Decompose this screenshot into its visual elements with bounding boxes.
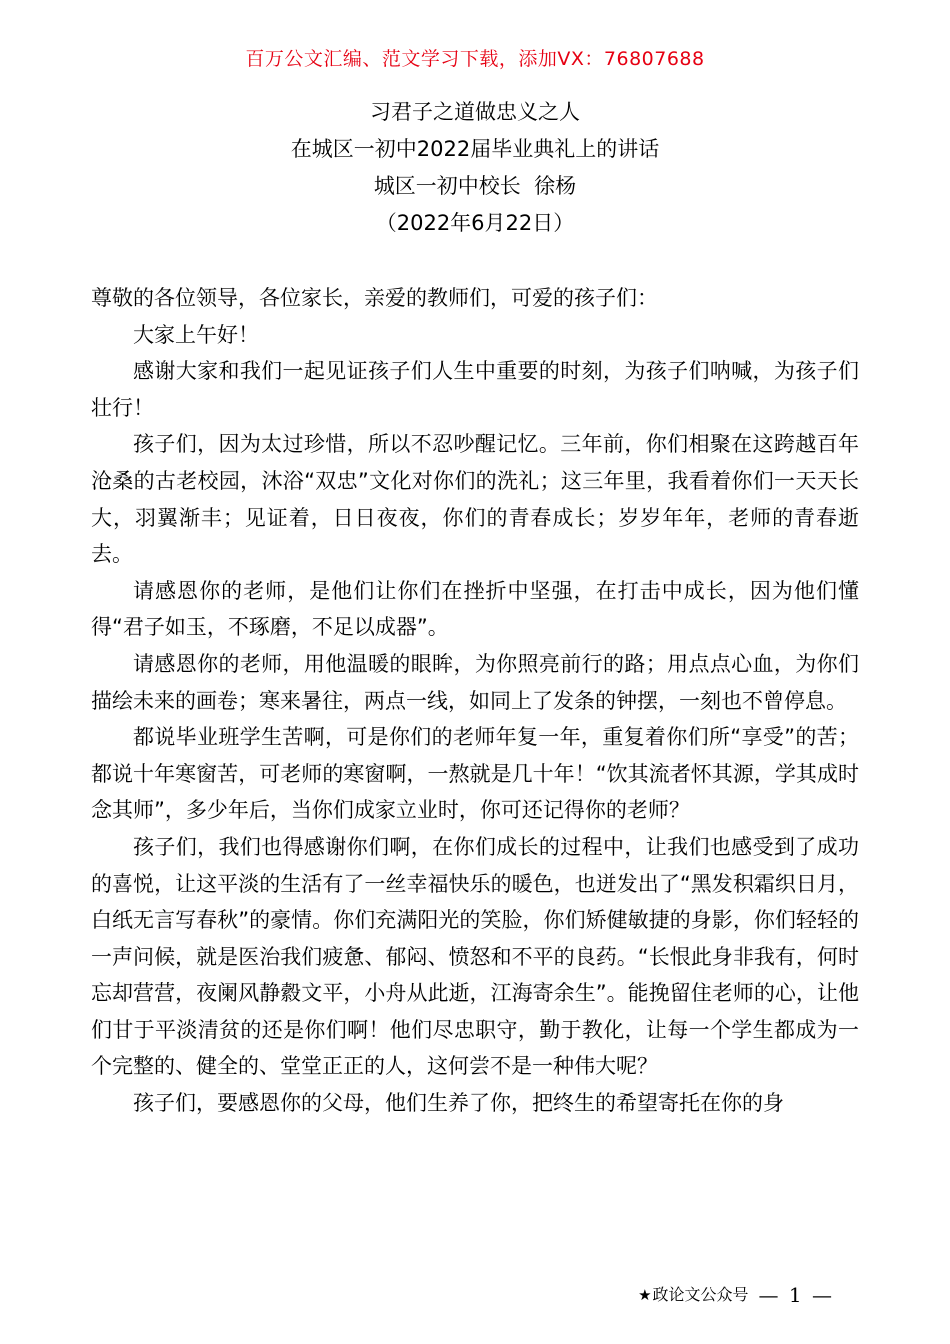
paragraph: 孩子们，因为太过珍惜，所以不忍吵醒记忆。三年前，你们相聚在这跨越百年沧桑的古老校园，沐浴“双忠”文化对你们的洗礼；这三年里，我看着你们一天天长大，羽翼渐丰；见证着，日日夜夜，你们的青春成长；岁岁年年，老师的青春逝去。 (91, 432, 859, 567)
speaker-line: 城区一初中校长 徐杨 (373, 174, 577, 198)
star-icon: ★ (638, 1286, 652, 1304)
paragraph: 孩子们，我们也得感谢你们啊，在你们成长的过程中，让我们也感受到了成功的喜悦，让这平淡的生活有了一丝幸福快乐的暖色，也迸发出了“黑发积霜织日月，白纸无言写春秋”的豪情。你们充满阳光的笑脸，你们矫健敏捷的身影，你们轻轻的一声问候，就是医治我们疲惫、郁闷、愤怒和不平的良药。“长恨此身非我有，何时忘却营营，夜阑风静縠文平，小舟从此逝，江海寄余生”。能挽留住老师的心，让他们甘于平淡清贫的还是你们啊！他们尽忠职守，勤于教化，让每一个学生都成为一个完整的、健全的、堂堂正正的人，这何尝不是一种伟大呢？ (91, 834, 859, 1079)
speech-title-block (0, 94, 950, 242)
speech-body (91, 280, 859, 1122)
main-title: 习君子之道做忠义之人 (370, 100, 580, 124)
paragraph: 都说毕业班学生苦啊，可是你们的老师年复一年，重复着你们所“享受”的苦；都说十年寒窗苦，可老师的寒窗啊，一熬就是几十年！“饮其流者怀其源，学其成时念其师”，多少年后，当你们成家立业时，你可还记得你的老师？ (91, 725, 859, 823)
page-footer (638, 1281, 834, 1309)
paragraph: 感谢大家和我们一起见证孩子们人生中重要的时刻，为孩子们呐喊，为孩子们壮行！ (91, 359, 859, 420)
salutation: 尊敬的各位领导，各位家长，亲爱的教师们，可爱的孩子们： (91, 286, 658, 310)
paragraph: 孩子们，要感恩你的父母，他们生养了你，把终生的希望寄托在你的身 (133, 1091, 784, 1116)
page-number: — 1 — (758, 1283, 834, 1307)
paragraph: 请感恩你的老师，是他们让你们在挫折中坚强，在打击中成长，因为他们懂得“君子如玉，不琢磨，不足以成器”。 (91, 578, 859, 640)
subtitle: 在城区一初中2022届毕业典礼上的讲话 (290, 137, 660, 161)
footer-source: 政论文公众号 (652, 1285, 749, 1304)
speech-date: （2022年6月22日） (375, 211, 575, 235)
paragraph: 大家上午好！ (133, 322, 259, 347)
paragraph: 请感恩你的老师，用他温暖的眼眸，为你照亮前行的路；用点点心血，为你们描绘未来的画卷；寒来暑往，两点一线，如同上了发条的钟摆，一刻也不曾停息。 (91, 651, 859, 713)
download-banner: 百万公文汇编、范文学习下载，添加VX：76807688 (245, 48, 705, 70)
